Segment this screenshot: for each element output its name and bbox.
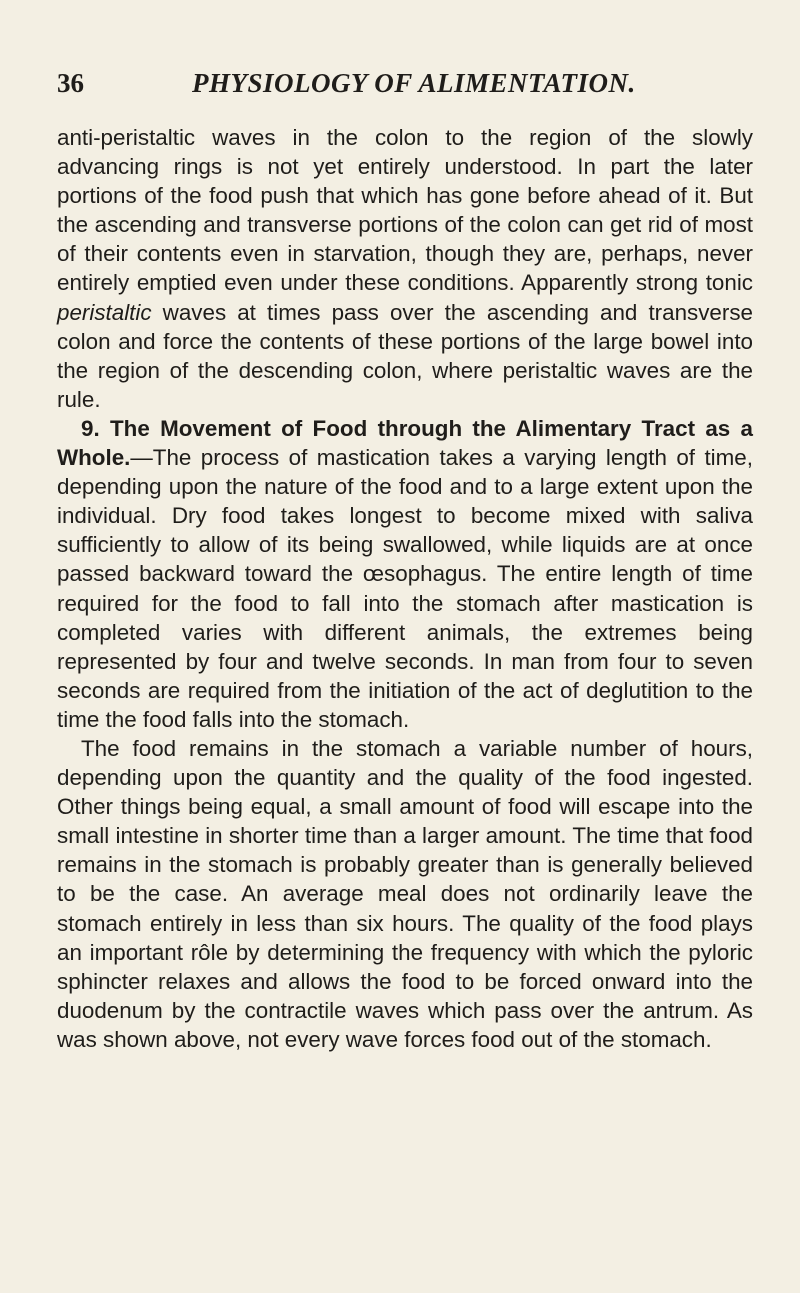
paragraph-text: anti-peristaltic waves in the colon to the region of the slowly advancing rings is not yet entirely understood. In part the later portions of the food push that which has gone before ahead of it. But the ascending and transverse portions of the colon can get rid of most of their contents even in starvation, though they are, perhaps, never entirely emptied even under these conditions. Apparently strong tonic bbox=[57, 125, 753, 296]
paragraph-text: —The process of mastication takes a varying length of time, depending upon the nature of the food and to a large extent upon the individual. Dry food takes longest to become mixed with saliva sufficiently to allow of its being swallowed, while liquids are at once passed backward toward the œsophagus. The entire length of time required for the food to fall into the stomach after mastication is completed varies with different animals, the extremes being represented by four and twelve seconds. In man from four to seven seconds are required from the initiation of the act of deglutition to the time the food falls into the stomach. bbox=[57, 445, 753, 732]
section-heading: 9. The Movement of Food through the Alimentary Tract as a Whole. bbox=[57, 415, 753, 471]
paragraph-text: The food remains in the stomach a variable number of hours, depending upon the quantity and the quality of the food ingested. Other things being equal, a small amount of food will escape into the small intestine in shorter time than a larger amount. The time that food remains in the stomach is probably greater than is generally believed to be the case. An average meal does not ordinarily leave the stomach entirely in less than six hours. The quality of the food plays an important rôle by determining the frequency with which the pyloric sphincter relaxes and allows the food to be forced onward into the duodenum by the contractile waves which pass over the antrum. As was shown above, not every wave forces food out of the stomach. bbox=[57, 735, 753, 1052]
running-head bbox=[57, 68, 747, 108]
paragraph-movement-of-food bbox=[57, 414, 753, 734]
page-number: 36 bbox=[57, 68, 84, 98]
running-title: PHYSIOLOGY OF ALIMENTATION. bbox=[192, 68, 636, 98]
emphasis-peristaltic: peristaltic bbox=[57, 299, 152, 325]
paragraph-colon-waves bbox=[57, 123, 753, 414]
paragraph-stomach-time bbox=[57, 734, 753, 1054]
body-text bbox=[57, 123, 753, 1054]
paragraph-text: waves at times pass over the ascending and transverse colon and force the contents of these portions of the large bowel into the region of the descending colon, where peristaltic waves are the rule. bbox=[57, 299, 753, 412]
